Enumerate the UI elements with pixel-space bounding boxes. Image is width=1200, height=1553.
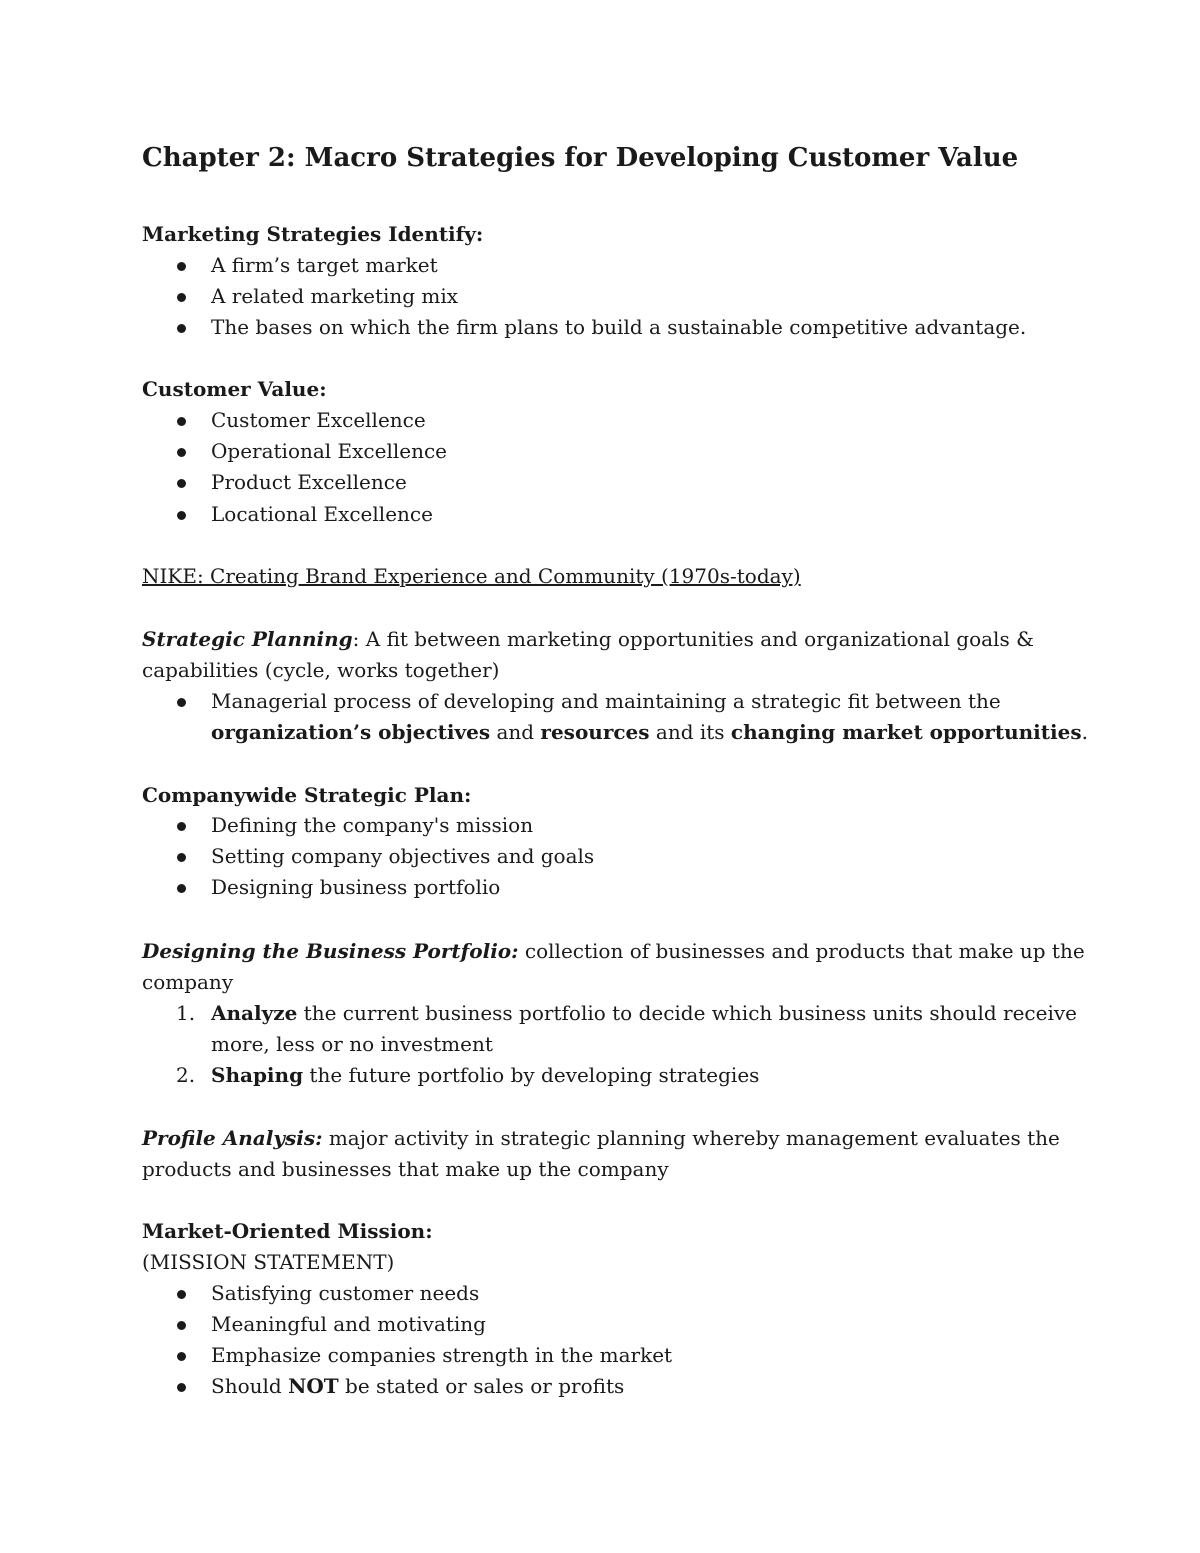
bullet-icon: [177, 324, 186, 333]
plain-text: .: [1081, 720, 1088, 744]
list-item: [211, 1372, 624, 1400]
list-item: Emphasize companies strength in the market: [211, 1343, 673, 1367]
emphasis-text: resources: [540, 720, 650, 744]
emphasis-text: Shaping: [211, 1063, 304, 1087]
bullet-icon: [177, 448, 186, 457]
plain-text: the current business portfolio to decide which business units should receive: [297, 1001, 1077, 1025]
list-item: Product Excellence: [211, 470, 407, 494]
numbered-item: [211, 999, 1077, 1027]
bullet-icon: [177, 479, 186, 488]
market-mission-heading: Market-Oriented Mission:: [142, 1219, 433, 1243]
list-item: The bases on which the firm plans to build a sustainable competitive advantage.: [211, 315, 1027, 339]
emphasis-text: changing market opportunities: [730, 720, 1082, 744]
market-mission-subheading: (MISSION STATEMENT): [142, 1250, 395, 1274]
definition-text: capabilities (cycle, works together): [142, 658, 500, 682]
emphasis-text: Analyze: [211, 1001, 298, 1025]
list-item: Meaningful and motivating: [211, 1312, 486, 1336]
list-item: Customer Excellence: [211, 408, 426, 432]
companywide-plan-heading: Companywide Strategic Plan:: [142, 783, 472, 807]
plain-text: Should: [211, 1374, 289, 1398]
plain-text: and: [490, 720, 541, 744]
definition-text: collection of businesses and products that make up the: [518, 939, 1085, 963]
definition-text: company: [142, 970, 234, 994]
page-title: Chapter 2: Macro Strategies for Developing Customer Value: [142, 143, 1019, 173]
list-number: 1.: [176, 1001, 196, 1025]
profile-analysis-term: Profile Analysis:: [142, 1126, 323, 1150]
bullet-icon: [177, 884, 186, 893]
list-item: Setting company objectives and goals: [211, 844, 595, 868]
list-item: Operational Excellence: [211, 439, 448, 463]
emphasis-text: organization’s objectives: [211, 720, 491, 744]
list-item: A related marketing mix: [211, 284, 459, 308]
definition-text: major activity in strategic planning whereby management evaluates the: [322, 1126, 1060, 1150]
bullet-icon: [177, 1321, 186, 1330]
plain-text: and its: [649, 720, 731, 744]
nike-heading: NIKE: Creating Brand Experience and Community (1970s-today): [142, 564, 801, 588]
business-portfolio-term: Designing the Business Portfolio:: [142, 939, 519, 963]
bullet-icon: [177, 511, 186, 520]
bullet-icon: [177, 1352, 186, 1361]
numbered-item: [211, 1061, 759, 1089]
strategic-planning-term: Strategic Planning: [142, 627, 353, 651]
bullet-icon: [177, 1290, 186, 1299]
list-item: Designing business portfolio: [211, 875, 501, 899]
bullet-icon: [177, 1383, 186, 1392]
bullet-icon: [177, 262, 186, 271]
list-item: Managerial process of developing and maintaining a strategic fit between the: [211, 689, 1001, 713]
list-item: Locational Excellence: [211, 502, 433, 526]
customer-value-heading: Customer Value:: [142, 377, 327, 401]
list-number: 2.: [176, 1063, 196, 1087]
bullet-icon: [177, 417, 186, 426]
strategic-planning-definition: [142, 625, 1034, 653]
emphasis-text: NOT: [288, 1374, 339, 1398]
list-item: Defining the company's mission: [211, 813, 534, 837]
definition-text: : A fit between marketing opportunities and organizational goals &: [352, 627, 1034, 651]
business-portfolio-definition: [142, 937, 1085, 965]
profile-analysis-definition: [142, 1124, 1060, 1152]
bullet-icon: [177, 822, 186, 831]
numbered-item-continuation: more, less or no investment: [211, 1032, 493, 1056]
bullet-icon: [177, 853, 186, 862]
bullet-icon: [177, 293, 186, 302]
list-item: Satisfying customer needs: [211, 1281, 480, 1305]
definition-text: products and businesses that make up the company: [142, 1157, 669, 1181]
plain-text: be stated or sales or profits: [338, 1374, 625, 1398]
list-item-continuation: [211, 718, 1088, 746]
list-item: A firm’s target market: [211, 253, 438, 277]
bullet-icon: [177, 698, 186, 707]
marketing-strategies-heading: Marketing Strategies Identify:: [142, 222, 484, 246]
plain-text: the future portfolio by developing strategies: [303, 1063, 760, 1087]
